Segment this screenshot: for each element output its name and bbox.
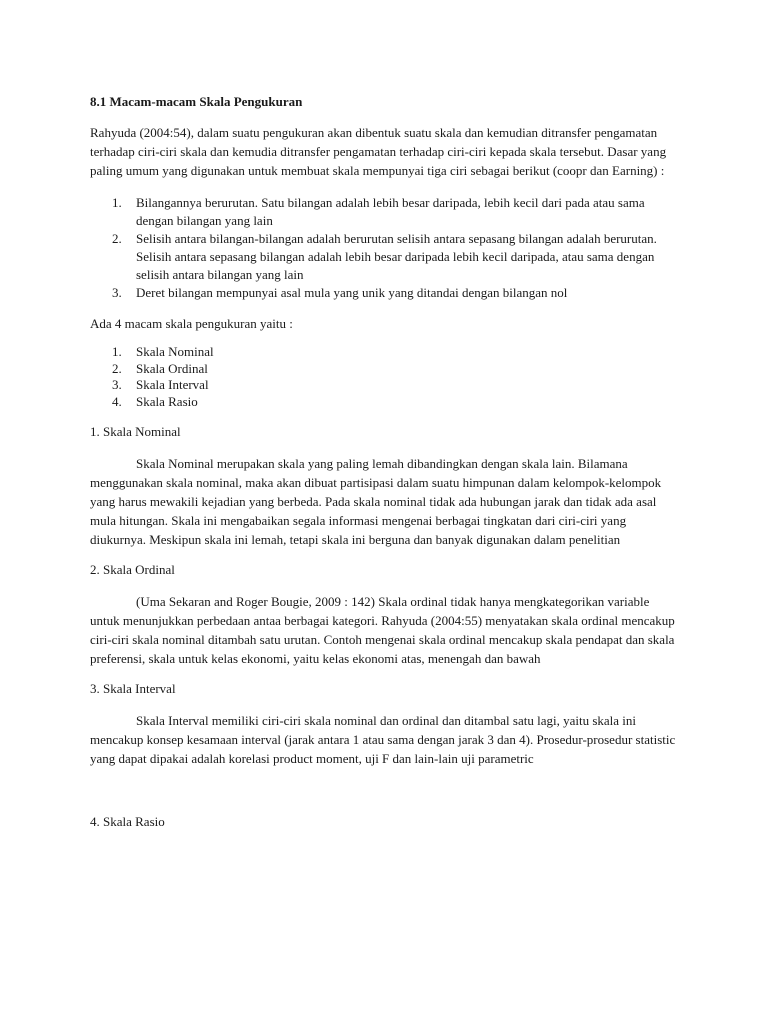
list-number: 1. xyxy=(112,195,122,210)
document-page xyxy=(90,93,680,844)
list-item xyxy=(90,284,680,302)
section-heading-rasio: 4. Skala Rasio xyxy=(90,814,165,829)
section-body-interval: Skala Interval memiliki ciri-ciri skala nominal dan ordinal dan ditambal satu lagi, yaitu skala ini mencakup konsep kesamaan interval (jarak antara 1 atau sama dengan jarak 3 dan 4). Prosedur-prosedur statistic yang dapat dipakai adalah korelasi product moment, uji F dan lain-lain uji parametric xyxy=(90,713,676,766)
section-heading-interval: 3. Skala Interval xyxy=(90,681,176,696)
list-text: Skala Rasio xyxy=(136,393,198,409)
list-text: Bilangannya berurutan. Satu bilangan adalah lebih besar daripada, lebih kecil dari pada atau sama dengan bilangan yang lain xyxy=(136,195,645,228)
list-item xyxy=(90,377,680,394)
list-number: 1. xyxy=(112,344,122,359)
document-title: 8.1 Macam-macam Skala Pengukuran xyxy=(90,94,303,109)
list-item xyxy=(90,344,680,361)
section-heading-ordinal: 2. Skala Ordinal xyxy=(90,562,175,577)
intro-paragraph: Rahyuda (2004:54), dalam suatu pengukuran akan dibentuk suatu skala dan kemudian ditransfer pengamatan terhadap ciri-ciri skala dan kemudia ditransfer pengamatan terhadap ciri-ciri kepada skala tersebut. Dasar yang paling umum yang digunakan untuk membuat skala mempunyai tiga ciri sebagai berikut (coopr dan Earning) : xyxy=(90,125,667,178)
list-number: 2. xyxy=(112,231,122,246)
list-text: Selisih antara bilangan-bilangan adalah berurutan selisih antara sepasang bilangan adalah berurutan. Selisih antara sepasang bilangan adalah lebih besar daripada lebih kecil daripada, atau sama dengan selisih antara bilangan yang lain xyxy=(136,231,657,282)
section-body-nominal: Skala Nominal merupakan skala yang paling lemah dibandingkan dengan skala lain. Bilamana menggunakan skala nominal, maka akan dibuat partisipasi dalam suatu himpunan dalam kelompok-kelompok yang harus mewakili kejadian yang berbeda. Pada skala nominal tidak ada hubungan jarak dan tidak ada asal mula hitungan. Skala ini mengabaikan segala informasi mengenai berbagai tingkatan dari ciri-ciri yang diukurnya. Meskipun skala ini lemah, tetapi skala ini berguna dan banyak digunakan dalam penelitian xyxy=(90,456,662,547)
list-text: Skala Interval xyxy=(136,377,209,392)
list-text: Deret bilangan mempunyai asal mula yang unik yang ditandai dengan bilangan nol xyxy=(136,285,568,300)
section-heading-nominal: 1. Skala Nominal xyxy=(90,424,181,439)
characteristics-list xyxy=(90,194,680,302)
list-item xyxy=(90,194,680,230)
list-text: Skala Nominal xyxy=(136,344,214,359)
list-number: 3. xyxy=(112,377,122,392)
list-number: 3. xyxy=(112,285,122,300)
scale-intro: Ada 4 macam skala pengukuran yaitu : xyxy=(90,316,293,331)
list-text: Skala Ordinal xyxy=(136,360,208,376)
scales-list xyxy=(90,344,680,410)
list-number: 4. xyxy=(112,393,122,409)
list-item xyxy=(90,230,680,284)
list-number: 2. xyxy=(112,360,122,376)
list-item xyxy=(90,394,680,411)
list-item xyxy=(90,361,680,378)
section-body-ordinal: (Uma Sekaran and Roger Bougie, 2009 : 142) Skala ordinal tidak hanya mengkategorikan variable untuk menunjukkan perbedaan antaa berbagai kategori. Rahyuda (2004:55) menyatakan skala ordinal mencakup ciri-ciri skala nominal ditambah satu urutan. Contoh mengenai skala ordinal mencakup skala pendapat dan skala preferensi, skala untuk kelas ekonomi, yaitu kelas ekonomi atas, menengah dan bawah xyxy=(90,594,675,666)
